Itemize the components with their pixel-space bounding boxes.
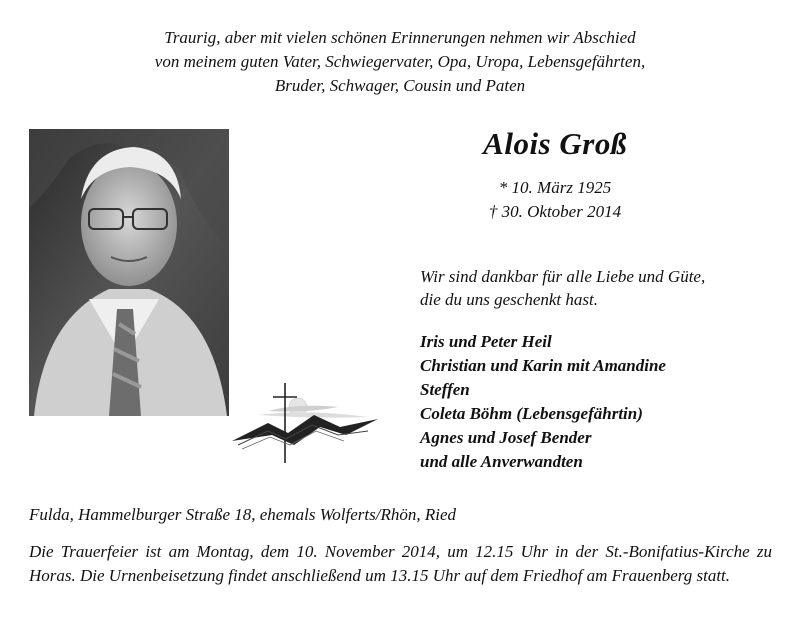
family-member: Agnes und Josef Bender (420, 428, 592, 447)
portrait-photo (29, 129, 229, 416)
family-member: Coleta Böhm (Lebensgefährtin) (420, 404, 643, 423)
life-dates (460, 176, 650, 224)
family-member: Iris und Peter Heil (420, 332, 552, 351)
intro-line: von meinem guten Vater, Schwiegervater, Opa, Uropa, Lebensgefährten, (154, 52, 646, 71)
family-member: Steffen (420, 380, 470, 399)
death-date: † 30. Oktober 2014 (488, 202, 622, 221)
thanks-line: die du uns geschenkt hast. (420, 290, 598, 309)
intro-line: Traurig, aber mit vielen schönen Erinnerungen nehmen wir Abschied (164, 28, 636, 47)
family-member: und alle Anverwandten (420, 452, 583, 471)
thanks-text (420, 265, 705, 311)
deceased-name: Alois Groß (483, 126, 627, 161)
intro-line: Bruder, Schwager, Cousin und Paten (274, 76, 526, 95)
thanks-line: Wir sind dankbar für alle Liebe und Güte, (420, 267, 706, 286)
family-member: Christian und Karin mit Amandine (420, 356, 666, 375)
address-line: Fulda, Hammelburger Straße 18, ehemals Wolferts/Rhön, Ried (29, 505, 457, 524)
family-list (420, 330, 666, 474)
cross-mountain-icon (228, 375, 388, 465)
intro-text (0, 26, 800, 98)
ceremony-text: Die Trauerfeier ist am Montag, dem 10. November 2014, um 12.15 Uhr in der St.-Bonifatius-Kirche zu Horas. Die Urnenbeisetzung findet anschließend um 13.15 Uhr auf dem Friedhof am Frauenberg statt. (29, 542, 772, 585)
birth-date: * 10. März 1925 (498, 178, 612, 197)
